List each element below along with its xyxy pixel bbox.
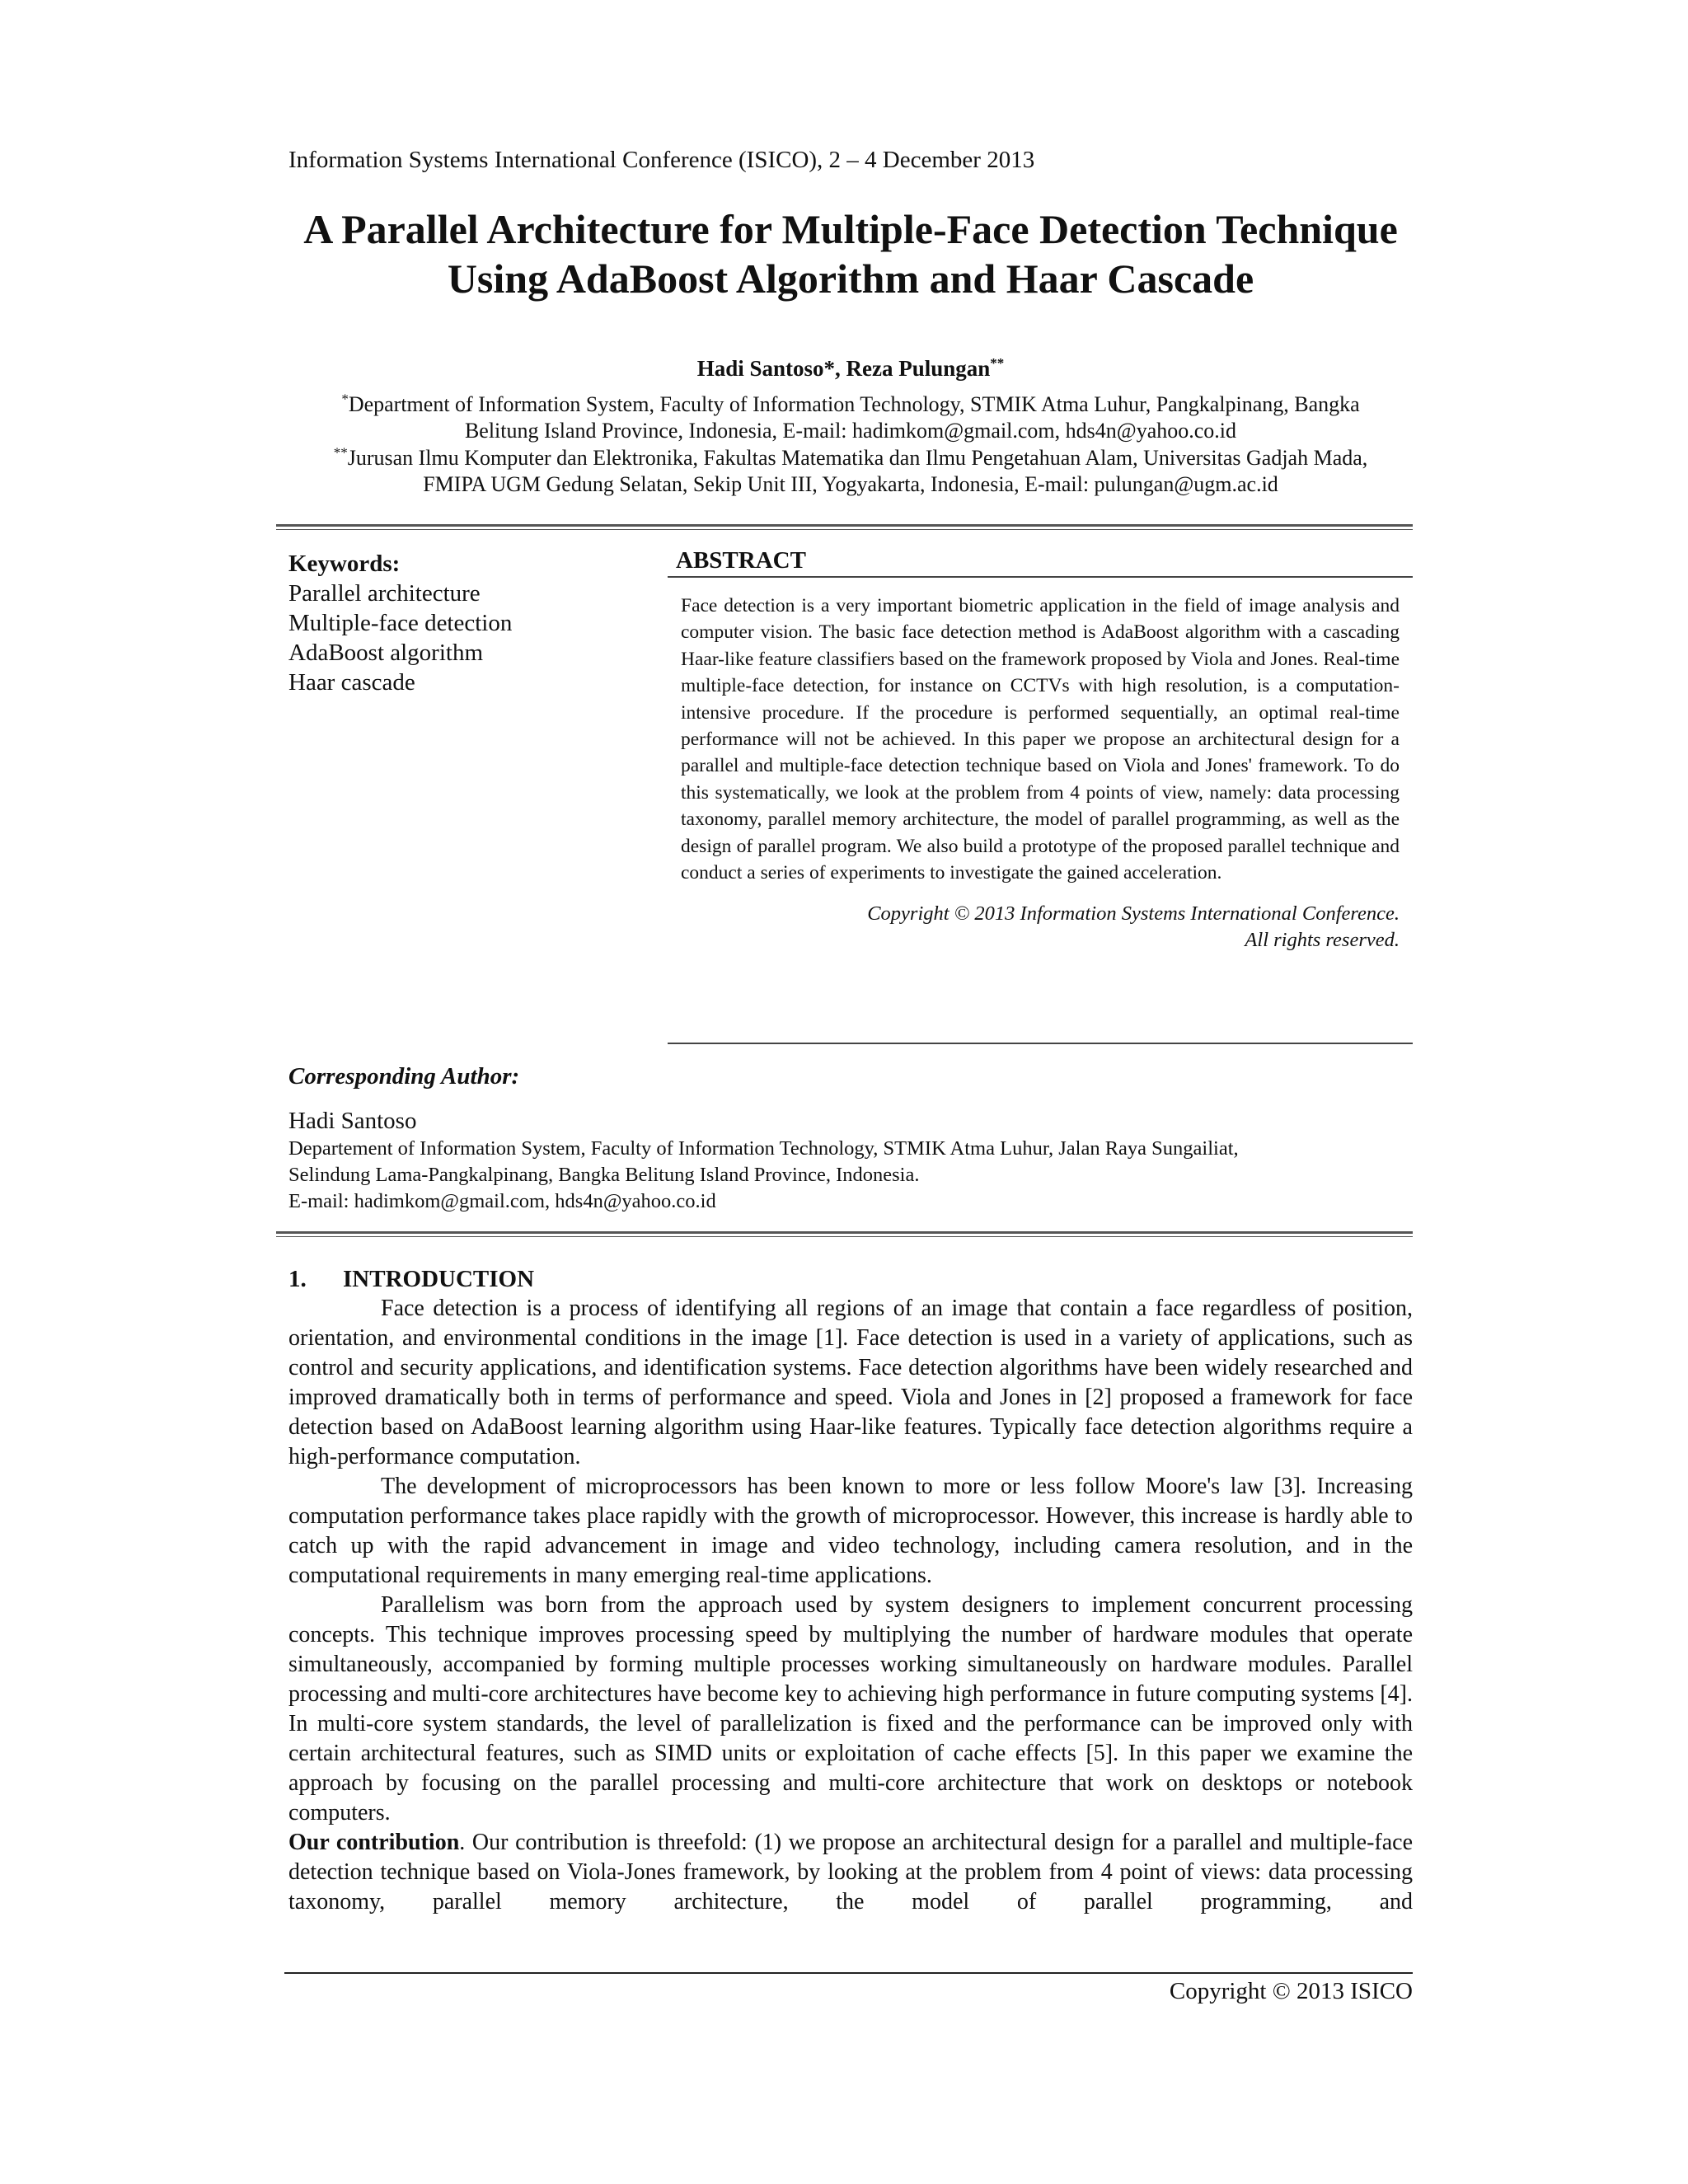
introduction-body (288, 1294, 1413, 1917)
author-mark: ** (990, 355, 1005, 371)
section-number: 1. (288, 1266, 307, 1292)
corresponding-author-line-3: E-mail: hadimkom@gmail.com, hds4n@yahoo.co.id (288, 1190, 716, 1212)
conference-header: Information Systems International Conference (ISICO), 2 – 4 December 2013 (288, 147, 1035, 173)
corresponding-author-line-2: Selindung Lama-Pangkalpinang, Bangka Belitung Island Province, Indonesia. (288, 1164, 920, 1186)
intro-paragraph: The development of microprocessors has been known to more or less follow Moore's law [3]. Increasing computation performance takes place rapidly with the growth of microprocessor. However, this increase is hardly able to catch up with the rapid advancement in image and video technology, including camera resolution, and in the computational requirements in many emerging real-time applications. (288, 1474, 1413, 1588)
keyword-item: AdaBoost algorithm (288, 640, 484, 666)
abstract-copyright (681, 901, 1400, 954)
abstract-block (668, 547, 1413, 954)
affiliation-2-mark: ** (333, 444, 348, 461)
title-line-1: A Parallel Architecture for Multiple-Face Detection Technique (303, 206, 1398, 252)
corresponding-author-label: Corresponding Author: (288, 1063, 520, 1090)
affiliation-2 (272, 445, 1429, 498)
keyword-item: Multiple-face detection (288, 610, 513, 636)
abstract-divider (668, 1043, 1413, 1044)
section-title: INTRODUCTION (343, 1266, 535, 1292)
corresponding-author-name: Hadi Santoso (288, 1108, 417, 1134)
abstract-heading: ABSTRACT (668, 547, 1413, 578)
header-divider (276, 524, 1413, 530)
contribution-label: Our contribution (288, 1830, 460, 1855)
introduction-heading (288, 1266, 534, 1293)
keyword-item: Parallel architecture (288, 580, 481, 607)
abstract-copyright-line-2: All rights reserved. (1245, 929, 1400, 952)
affiliation-1 (272, 391, 1429, 444)
paper-page (288, 0, 1413, 2184)
paper-title (272, 204, 1429, 303)
title-line-2: Using AdaBoost Algorithm and Haar Cascade (447, 255, 1254, 302)
section-divider (276, 1231, 1413, 1237)
keyword-item: Haar cascade (288, 669, 415, 696)
author-list (288, 356, 1413, 382)
corresponding-author-details (288, 1136, 1413, 1215)
affiliation-1-line-2: Belitung Island Province, Indonesia, E-mail: hadimkom@gmail.com, hds4n@yahoo.co.id (464, 419, 1237, 443)
keywords-label: Keywords: (288, 551, 401, 577)
affiliation-1-mark: * (341, 391, 349, 407)
abstract-copyright-line-1: Copyright © 2013 Information Systems International Conference. (867, 902, 1400, 926)
author-names: Hadi Santoso*, Reza Pulungan (696, 356, 991, 381)
affiliation-1-line-1: Department of Information System, Faculty of Information Technology, STMIK Atma Luhur, Pangkalpinang, Bangka (348, 392, 1360, 416)
footer-divider (284, 1972, 1413, 1974)
contribution-paragraph (288, 1828, 1413, 1917)
keywords-block (288, 549, 643, 697)
footer-copyright: Copyright © 2013 ISICO (1169, 1978, 1413, 2004)
corresponding-author-line-1: Departement of Information System, Faculty of Information Technology, STMIK Atma Luhur, Jalan Raya Sungailiat, (288, 1137, 1239, 1160)
contribution-text: . Our contribution is threefold: (1) we propose an architectural design for a parallel and multiple-face detection technique based on Viola-Jones framework, by looking at the problem from 4 point of views: data processing taxonomy, parallel memory architecture, the model of parallel programming, and (288, 1830, 1413, 1915)
intro-paragraph: Parallelism was born from the approach used by system designers to implement concurrent processing concepts. This technique improves processing speed by multiplying the number of hardware modules that operate simultaneously, accompanied by forming multiple processes working simultaneously on hardware modules. Parallel processing and multi-core architectures have become key to achieving high performance in future computing systems [4]. In multi-core system standards, the level of parallelization is fixed and the performance can be improved only with certain architectural features, such as SIMD units or exploitation of cache effects [5]. In this paper we examine the approach by focusing on the parallel processing and multi-core architecture that work on desktops or notebook computers. (288, 1592, 1413, 1825)
abstract-text: Face detection is a very important biometric application in the field of image analysis and computer vision. The basic face detection method is AdaBoost algorithm with a cascading Haar-like feature classifiers based on the framework proposed by Viola and Jones. Real-time multiple-face detection, for instance on CCTVs with high resolution, is a computation-intensive procedure. If the procedure is performed sequentially, an optimal real-time performance will not be achieved. In this paper we propose an architectural design for a parallel and multiple-face detection technique based on Viola and Jones' framework. To do this systematically, we look at the problem from 4 points of view, namely: data processing taxonomy, parallel memory architecture, the model of parallel programming, as well as the design of parallel program. We also build a prototype of the proposed parallel technique and conduct a series of experiments to investigate the gained acceleration. (681, 595, 1400, 884)
intro-paragraph: Face detection is a process of identifying all regions of an image that contain a face regardless of position, orientation, and environmental conditions in the image [1]. Face detection is used in a variety of applications, such as control and security applications, and identification systems. Face detection algorithms have been widely researched and improved dramatically both in terms of performance and speed. Viola and Jones in [2] proposed a framework for face detection based on AdaBoost learning algorithm using Haar-like features. Typically face detection algorithms require a high-performance computation. (288, 1296, 1413, 1469)
affiliation-2-line-1: Jurusan Ilmu Komputer dan Elektronika, Fakultas Matematika dan Ilmu Pengetahuan Alam, Universitas Gadjah Mada, (347, 446, 1368, 470)
affiliation-2-line-2: FMIPA UGM Gedung Selatan, Sekip Unit III, Yogyakarta, Indonesia, E-mail: pulungan@ugm.ac.id (423, 472, 1278, 496)
